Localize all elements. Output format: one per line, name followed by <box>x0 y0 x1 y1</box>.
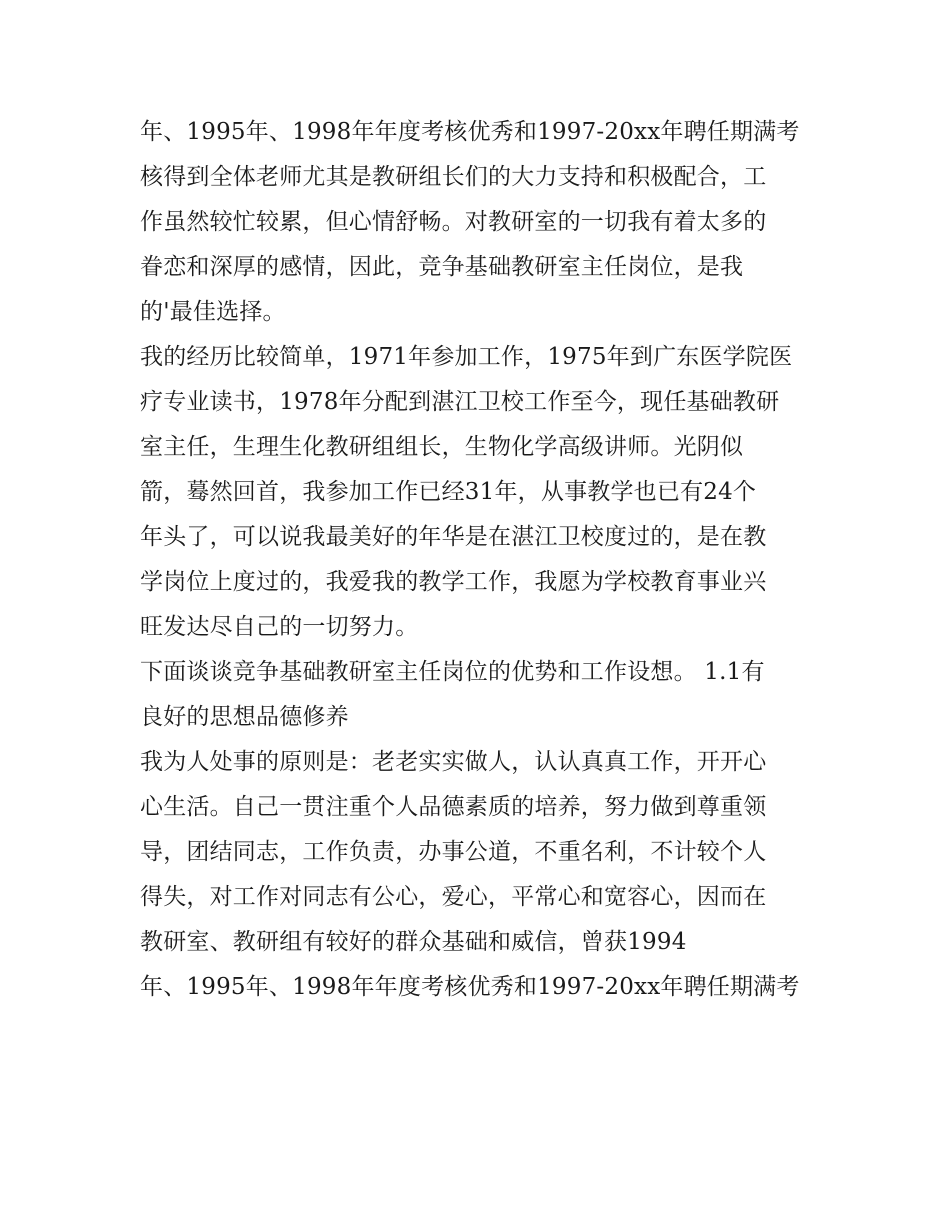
text-line: 心生活。自己一贯注重个人品德素质的培养，努力做到尊重领 <box>140 794 767 820</box>
text-line: 教研室、教研组有较好的群众基础和威信，曾获1994 <box>140 929 687 955</box>
text-line: 年、1995年、1998年年度考核优秀和1997-20xx年聘任期满考 <box>140 119 800 145</box>
text-line: 眷恋和深厚的感情，因此，竞争基础教研室主任岗位，是我 <box>140 254 744 280</box>
text-line: 箭，蓦然回首，我参加工作已经31年，从事教学也已有24个 <box>140 479 757 505</box>
text-line: 的'最佳选择。 <box>140 299 286 325</box>
text-line: 学岗位上度过的，我爱我的教学工作，我愿为学校教育事业兴 <box>140 569 767 595</box>
text-line: 年头了，可以说我最美好的年华是在湛江卫校度过的，是在教 <box>140 524 767 550</box>
text-line: 作虽然较忙较累，但心情舒畅。对教研室的一切我有着太多的 <box>140 209 767 235</box>
text-line: 我的经历比较简单，1971年参加工作，1975年到广东医学院医 <box>140 344 793 370</box>
text-line: 得失，对工作对同志有公心，爱心，平常心和宽容心，因而在 <box>140 884 767 910</box>
text-line: 导，团结同志，工作负责，办事公道，不重名利，不计较个人 <box>140 839 767 865</box>
text-line: 核得到全体老师尤其是教研组长们的大力支持和积极配合，工 <box>140 164 767 190</box>
text-line: 我为人处事的原则是：老老实实做人，认认真真工作，开开心 <box>140 749 767 775</box>
text-line: 室主任，生理生化教研组组长，生物化学高级讲师。光阴似 <box>140 434 744 460</box>
text-line: 旺发达尽自己的一切努力。 <box>140 614 419 640</box>
text-line: 年、1995年、1998年年度考核优秀和1997-20xx年聘任期满考 <box>140 974 800 1000</box>
text-line: 疗专业读书，1978年分配到湛江卫校工作至今，现任基础教研 <box>140 389 780 415</box>
text-line: 良好的思想品德修养 <box>140 704 349 730</box>
document-body <box>140 110 820 1010</box>
text-line: 下面谈谈竞争基础教研室主任岗位的优势和工作设想。 1.1有 <box>140 659 765 685</box>
